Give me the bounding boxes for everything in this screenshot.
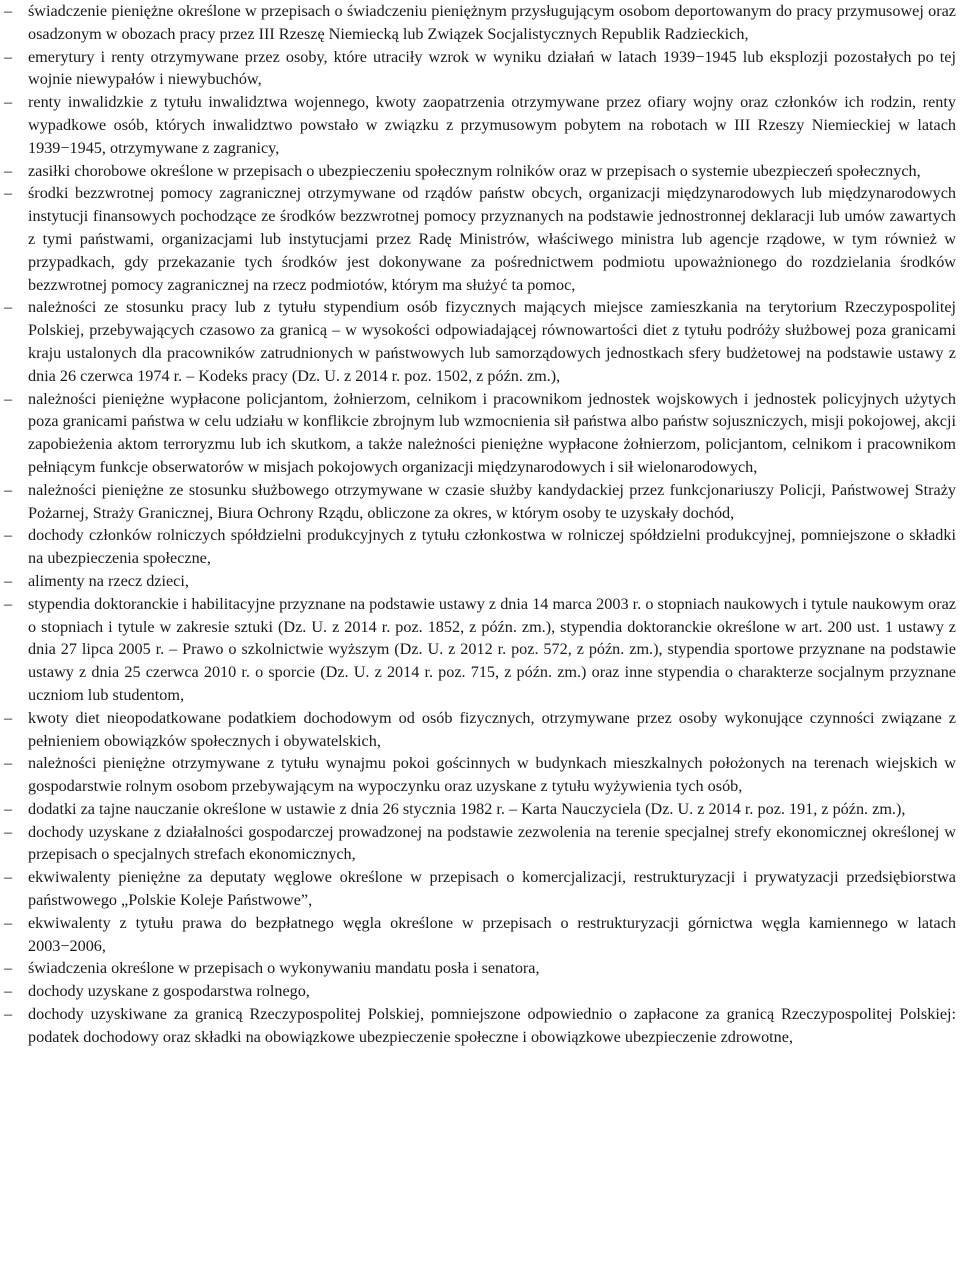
list-item	[0, 707, 956, 753]
dash-bullet: –	[4, 298, 13, 317]
list-item-text: dodatki za tajne nauczanie określone w ustawie z dnia 26 stycznia 1982 r. – Karta Nauczyciela (Dz. U. z 2014 r. poz. 191, z późn. zm.),	[28, 799, 906, 818]
list-item-text: renty inwalidzkie z tytułu inwalidztwa wojennego, kwoty zaopatrzenia otrzymywane przez ofiary wojny oraz członków ich rodzin, renty wypadkowe osób, których inwalidztwo powstało w związku z przymusowym pobytem na robotach w III Rzeszy Niemieckiej w latach 1939−1945, otrzymywane z zagranicy,	[28, 93, 956, 157]
dash-bullet: –	[4, 868, 13, 887]
list-item-text: kwoty diet nieopodatkowane podatkiem dochodowym od osób fizycznych, otrzymywane przez osoby wykonujące czynności związane z pełnieniem obowiązków społecznych i obywatelskich,	[28, 708, 956, 750]
dash-bullet: –	[4, 594, 13, 613]
list-item-text: ekwiwalenty pieniężne za deputaty węglowe określone w przepisach o komercjalizacji, restrukturyzacji i prywatyzacji przedsiębiorstwa państwowego „Polskie Koleje Państwowe”,	[28, 868, 956, 910]
dash-bullet: –	[4, 480, 13, 499]
list-item	[0, 980, 956, 1003]
list-item	[0, 0, 956, 46]
list-item-text: alimenty na rzecz dzieci,	[28, 571, 189, 590]
list-item	[0, 524, 956, 570]
list-item	[0, 752, 956, 798]
dash-bullet: –	[4, 389, 13, 408]
list-item-text: świadczenie pieniężne określone w przepisach o świadczeniu pieniężnym przysługującym osobom deportowanym do pracy przymusowej oraz osadzonym w obozach pracy przez III Rzeszę Niemiecką lub Związek Socjalistycznych Republik Radzieckich,	[28, 2, 956, 43]
list-item	[0, 957, 956, 980]
list-item	[0, 91, 956, 159]
list-item-text: należności pieniężne otrzymywane z tytułu wynajmu pokoi gościnnych w budynkach mieszkalnych położonych na terenach wiejskich w gospodarstwie rolnym osobom przebywającym na wypoczynku oraz uzyskane z tytułu wyżywienia tych osób,	[28, 754, 956, 796]
list-item-text: stypendia doktoranckie i habilitacyjne przyznane na podstawie ustawy z dnia 14 marca 2003 r. o stopniach naukowych i tytule naukowym oraz o stopniach i tytule w zakresie sztuki (Dz. U. z 2014 r. poz. 1852, z późn. zm.), stypendia doktoranckie określone w art. 200 ust. 1 ustawy z dnia 27 lipca 2005 r. – Prawo o szkolnictwie wyższym (Dz. U. z 2012 r. poz. 572, z późn. zm.), stypendia sportowe przyznane na podstawie ustawy z dnia 25 czerwca 2010 r. o sporcie (Dz. U. z 2014 r. poz. 715, z późn. zm.) oraz inne stypendia o charakterze socjalnym przyznane uczniom lub studentom,	[28, 594, 956, 704]
list-item	[0, 798, 956, 821]
list-item	[0, 866, 956, 912]
list-item	[0, 1003, 956, 1049]
dash-bullet: –	[4, 959, 13, 978]
dash-bullet: –	[4, 708, 13, 727]
dash-bullet: –	[4, 47, 13, 66]
list-item	[0, 296, 956, 387]
dash-bullet: –	[4, 1005, 13, 1024]
dash-bullet: –	[4, 93, 13, 112]
list-item	[0, 46, 956, 92]
list-item	[0, 912, 956, 958]
list-item	[0, 160, 956, 183]
list-item-text: należności pieniężne ze stosunku służbowego otrzymywane w czasie służby kandydackiej przez funkcjonariuszy Policji, Państwowej Straży Pożarnej, Straży Granicznej, Biura Ochrony Rządu, obliczone za okres, w którym osoby te uzyskały dochód,	[28, 480, 956, 522]
list-item-text: dochody członków rolniczych spółdzielni produkcyjnych z tytułu członkostwa w rolniczej spółdzielni produkcyjnej, pomniejszone o składki na ubezpieczenia społeczne,	[28, 526, 956, 568]
dash-bullet: –	[4, 982, 13, 1001]
list-item-text: ekwiwalenty z tytułu prawa do bezpłatnego węgla określone w przepisach o restrukturyzacji górnictwa węgla kamiennego w latach 2003−2006,	[28, 913, 956, 955]
dash-bullet: –	[4, 822, 13, 841]
list-item	[0, 821, 956, 867]
list-item-text: dochody uzyskane z działalności gospodarczej prowadzonej na podstawie zezwolenia na terenie specjalnej strefy ekonomicznej określonej w przepisach o specjalnych strefach ekonomicznych,	[28, 822, 956, 864]
list-item-text: dochody uzyskiwane za granicą Rzeczypospolitej Polskiej, pomniejszone odpowiednio o zapłacone za granicą Rzeczypospolitej Polskiej: podatek dochodowy oraz składki na obowiązkowe ubezpieczenie społeczne i obowiązkowe ubezpieczenie zdrowotne,	[28, 1005, 956, 1046]
dash-bullet: –	[4, 161, 13, 180]
list-item	[0, 388, 956, 479]
list-item	[0, 570, 956, 593]
dash-bullet: –	[4, 2, 13, 20]
list-item-text: należności ze stosunku pracy lub z tytułu stypendium osób fizycznych mających miejsce zamieszkania na terytorium Rzeczypospolitej Polskiej, przebywających czasowo za granicą – w wysokości odpowiadającej równowartości diet z tytułu podróży służbowej poza granicami kraju ustalonych dla pracowników zatrudnionych w państwowych lub samorządowych jednostkach sfery budżetowej na podstawie ustawy z dnia 26 czerwca 1974 r. – Kodeks pracy (Dz. U. z 2014 r. poz. 1502, z późn. zm.),	[28, 298, 956, 385]
list-item-text: zasiłki chorobowe określone w przepisach o ubezpieczeniu społecznym rolników oraz w przepisach o systemie ubezpieczeń społecznych,	[28, 161, 921, 180]
list-item-text: należności pieniężne wypłacone policjantom, żołnierzom, celnikom i pracownikom jednostek wojskowych i jednostek policyjnych użytych poza granicami państwa w celu udziału w konflikcie zbrojnym lub wzmocnienia sił państwa albo państw sojuszniczych, misji pokojowej, akcji zapobieżenia aktom terroryzmu lub ich skutkom, a także należności pieniężne wypłacone żołnierzom, policjantom, celnikom i pracownikom pełniącym funkcje obserwatorów w misjach pokojowych organizacji międzynarodowych i sił wielonarodowych,	[28, 389, 956, 476]
dash-bullet: –	[4, 799, 13, 818]
list-item-text: dochody uzyskane z gospodarstwa rolnego,	[28, 982, 310, 1001]
dash-bullet: –	[4, 571, 13, 590]
dash-bullet: –	[4, 184, 13, 203]
list-item	[0, 182, 956, 296]
dash-bullet: –	[4, 913, 13, 932]
list-item-text: emerytury i renty otrzymywane przez osoby, które utraciły wzrok w wyniku działań w latach 1939−1945 lub eksplozji pozostałych po tej wojnie niewypałów i niewybuchów,	[28, 47, 956, 89]
list-item-text: świadczenia określone w przepisach o wykonywaniu mandatu posła i senatora,	[28, 959, 540, 978]
list-item	[0, 479, 956, 525]
dash-bullet: –	[4, 526, 13, 545]
dash-bullet: –	[4, 754, 13, 773]
list-item-text: środki bezzwrotnej pomocy zagranicznej otrzymywane od rządów państw obcych, organizacji międzynarodowych lub międzynarodowych instytucji finansowych pochodzące ze środków bezzwrotnej pomocy przyznanych na podstawie jednostronnej deklaracji lub umów zawartych z tymi państwami, organizacjami lub instytucjami przez Radę Ministrów, właściwego ministra lub agencje rządowe, w tym również w przypadkach, gdy przekazanie tych środków jest dokonywane za pośrednictwem podmiotu upoważnionego do rozdzielania środków bezzwrotnej pomocy zagranicznej na rzecz podmiotów, którym ma służyć ta pomoc,	[28, 184, 956, 294]
list-item	[0, 593, 956, 707]
